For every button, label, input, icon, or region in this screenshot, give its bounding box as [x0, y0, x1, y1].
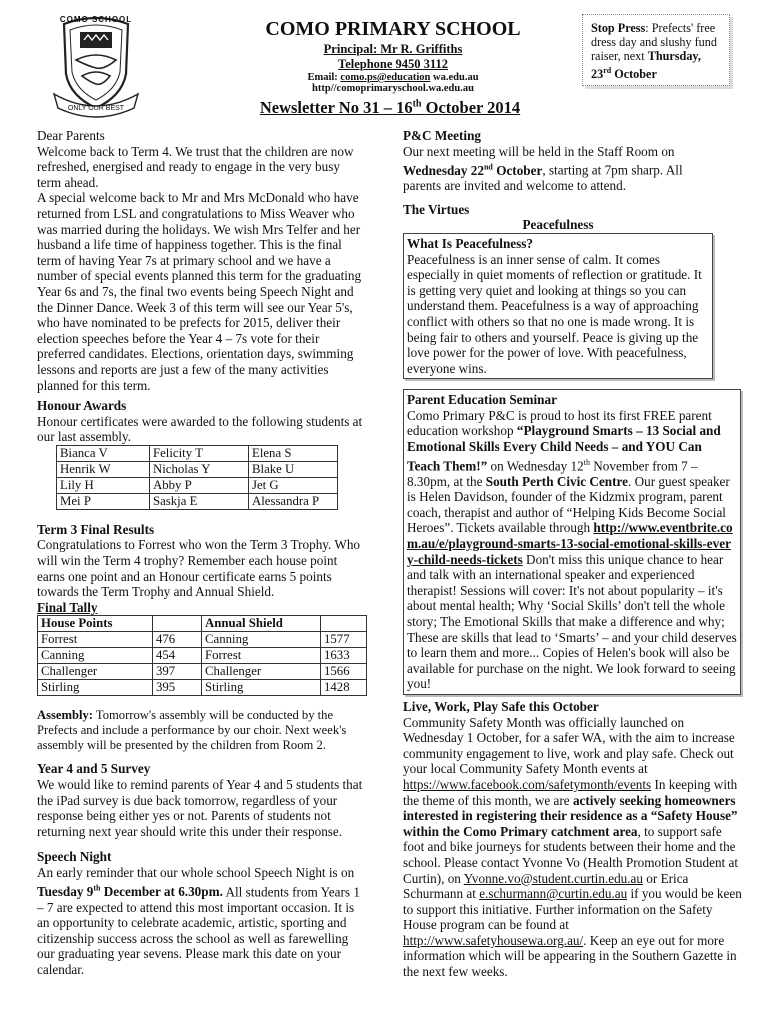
honour-student: Nicholas Y [150, 461, 249, 477]
table-row [57, 477, 338, 493]
house-name: Challenger [202, 664, 321, 680]
term3-text: Congratulations to Forrest who won the Term 3 Trophy. Who will win the Term 4 trophy? Remember each house point earns one point and an Honour certificate earns 5 points towards the Term Trophy and Annual Shield. [37, 537, 361, 600]
honour-student: Elena S [249, 445, 338, 461]
virtues-heading: The Virtues [403, 201, 470, 217]
honour-awards-heading: Honour Awards [37, 398, 127, 414]
honour-student: Lily H [57, 477, 150, 493]
house-score: 476 [153, 632, 202, 648]
peacefulness-box [403, 233, 713, 379]
survey-heading: Year 4 and 5 Survey [37, 761, 151, 777]
seminar-heading: Parent Education Seminar [407, 392, 557, 408]
house-name: Canning [202, 632, 321, 648]
newsletter-title: Newsletter No 31 – 16th October 2014 [259, 97, 521, 117]
tally-table [37, 615, 367, 696]
table-row [38, 648, 367, 664]
seminar-text: Como Primary P&C is proud to host its first FREE parent education workshop “Playground Smarts – 13 Social and Emotional Skills Every Child Needs – and YOU Can Teach Them!” on Wednesday 12th November from 7 – 8.30pm, at the South Perth Civic Centre. Our guest speaker is Helen Davidson, founder of the Kidzmix program, parent coach, therapist and author of “Helping Kids Become Social Heroes”. Tickets available through http://www.eventbrite.com.au/e/playground-smarts-13-social-emotional-skills-every-child-needs-tickets Don't miss this unique chance to hear and talk with an international speaker and experienced therapist! Sessions will cover: It's not about popularity – it's about mental health; Why ‘Social Skills’ don't tell the whole story; The Emotional Skills that make a difference and why; These are skills that lead to ‘Smarts’ – and your child deserves to learn them and more... Copies of Helen's book will also be available for purchase on the night. We look forward to seeing you! [407, 407, 737, 692]
house-name: Forrest [202, 648, 321, 664]
logo-motto: ONLY OUR BEST [67, 105, 125, 112]
yvonne-email-link[interactable]: Yvonne.vo@student.curtin.edu.au [463, 870, 643, 886]
house-score: 1428 [321, 680, 367, 696]
table-row [38, 632, 367, 648]
honour-student: Alessandra P [249, 493, 338, 509]
house-name: Stirling [202, 680, 321, 696]
tally-header: Annual Shield [202, 616, 321, 632]
special-welcome-paragraph: A special welcome back to Mr and Mrs McDonald who have returned from LSL and congratulations to Miss Weaver who was married during the holidays. We wish Mrs Telfer and her husband a life time of happiness together. This is the final term of having Year 7s at primary school and we have a number of special events planned this term for the graduating Year 6s and 7s, the final two events being Speech Night and the Dinner Dance. Week 3 of this term will see our Year 5's, who have nominated to be prefects for 2015, deliver their election speeches before the Year 4 – 7s vote for their preferred candidates. Elections, orientation days, swimming lessons and reports are just a few of the many activities planned for this term. [37, 190, 362, 393]
honour-student: Blake U [249, 461, 338, 477]
tally-header [153, 616, 202, 632]
house-score: 454 [153, 648, 202, 664]
website: http//comoprimaryschool.wa.edu.au [312, 83, 474, 94]
honour-student: Jet G [249, 477, 338, 493]
email-line: Email: como.ps@education wa.edu.au [307, 72, 479, 83]
table-row [57, 493, 338, 509]
tally-header: House Points [38, 616, 153, 632]
table-row [57, 461, 338, 477]
final-tally-heading: Final Tally [37, 599, 98, 615]
honour-table [56, 445, 338, 510]
house-name: Forrest [38, 632, 153, 648]
honour-student: Felicity T [150, 445, 249, 461]
assembly-paragraph: Assembly: Tomorrow's assembly will be conducted by the Prefects and include a performance by our choir. Next week's assembly will be presented by the children from Room 2. [37, 708, 347, 753]
house-score: 1566 [321, 664, 367, 680]
safetyhouse-link[interactable]: http://www.safetyhousewa.org.au/ [403, 932, 584, 948]
house-name: Canning [38, 648, 153, 664]
greeting: Dear Parents [37, 128, 105, 143]
logo-top-text: COMO SCHOOL [59, 15, 133, 24]
house-score: 395 [153, 680, 202, 696]
safety-text: Community Safety Month was officially launched on Wednesday 1 October, for a safer WA, with the aim to increase community engagement to live, work and play safe. Check out your local Community Safety Month events at https://www.facebook.com/safetymonth/events In keeping with the theme of this month, we are actively seeking homeowners interested in registering their residence as a “Safety House” within the Como Primary catchment area, to support safe foot and bike journeys for students between their home and the school. Please contact Yvonne Vo (Health Promotion Student at Curtin), on Yvonne.vo@student.curtin.edu.au or Erica Schurmann at e.schurmann@curtin.edu.au if you would be keen to support this initiative. Further information on the Safety House program can be found at http://www.safetyhousewa.org.au/. Keep an eye out for more information which will be appearing in the Southern Gazette in the next few weeks. [403, 714, 742, 980]
right-column [403, 128, 742, 980]
pc-meeting-heading: P&C Meeting [403, 128, 481, 143]
facebook-link[interactable]: https://www.facebook.com/safetymonth/events [403, 776, 652, 792]
honour-student: Henrik W [57, 461, 150, 477]
honour-text: Honour certificates were awarded to the following students at our last assembly. [37, 413, 363, 445]
peacefulness-question: What Is Peacefulness? [407, 235, 534, 251]
seminar-box [403, 389, 741, 695]
honour-student: Bianca V [57, 445, 150, 461]
welcome-paragraph: Welcome back to Term 4. We trust that the children are now refreshed, energised and ready to engage in the very busy term ahead. [37, 143, 354, 190]
pc-meeting-text: Our next meeting will be held in the Staff Room on Wednesday 22nd October, starting at 7pm sharp. All parents are invited and welcome to attend. [403, 143, 683, 194]
honour-student: Mei P [57, 493, 150, 509]
erica-email-link[interactable]: e.schurmann@curtin.edu.au [479, 886, 628, 902]
speech-night-text: An early reminder that our whole school Speech Night is on Tuesday 9th December at 6.30pm. All students from Years 1 – 7 are expected to attend this most important occasion. It is an opportunity to celebrate academic, artistic, sporting and citizenship success across the school as well as farewelling our graduating year sevens. Please mark this date on your calendar. [37, 865, 360, 977]
survey-text: We would like to remind parents of Year 4 and 5 students that the iPad survey is due back tomorrow, regardless of your response being either yes or not. Parents of students not returning next year should write this under their response. [37, 777, 363, 839]
house-score: 397 [153, 664, 202, 680]
stop-press-box: Stop Press: Prefects' free dress day and slushy fund raiser, next Thursday, 23rd October [582, 14, 730, 86]
peacefulness-text: Peacefulness is an inner sense of calm. It comes especially in quiet moments of reflection or gratitude. It is getting very quiet and looking at things so you can understand them. Peacefulness is a way of approaching conflict with others so that no one is made wrong. It is being fair to others and yourself. Peace is giving up the love power for the power of love. With peacefulness, everyone wins. [407, 251, 702, 376]
telephone: Telephone 9450 3112 [338, 57, 448, 71]
honour-student: Saskja E [150, 493, 249, 509]
house-name: Challenger [38, 664, 153, 680]
school-name: COMO PRIMARY SCHOOL [265, 18, 521, 40]
email-link[interactable]: como.ps@education [340, 72, 431, 83]
principal: Principal: Mr R. Griffiths [323, 42, 463, 56]
house-score: 1633 [321, 648, 367, 664]
table-row [38, 680, 367, 696]
house-name: Stirling [38, 680, 153, 696]
virtue-name: Peacefulness [522, 217, 594, 233]
honour-student: Abby P [150, 477, 249, 493]
speech-night-heading: Speech Night [37, 849, 112, 865]
house-score: 1577 [321, 632, 367, 648]
left-column [37, 128, 367, 978]
safety-heading: Live, Work, Play Safe this October [403, 698, 599, 714]
school-logo [44, 10, 148, 118]
term3-heading: Term 3 Final Results [37, 521, 155, 537]
eventbrite-link[interactable]: http://www.eventbrite.com.au/e/playground-smarts-13-social-emotional-skills-every-child-needs-tickets [407, 520, 733, 567]
table-row [57, 445, 338, 461]
tally-header [321, 616, 367, 632]
table-row [38, 664, 367, 680]
